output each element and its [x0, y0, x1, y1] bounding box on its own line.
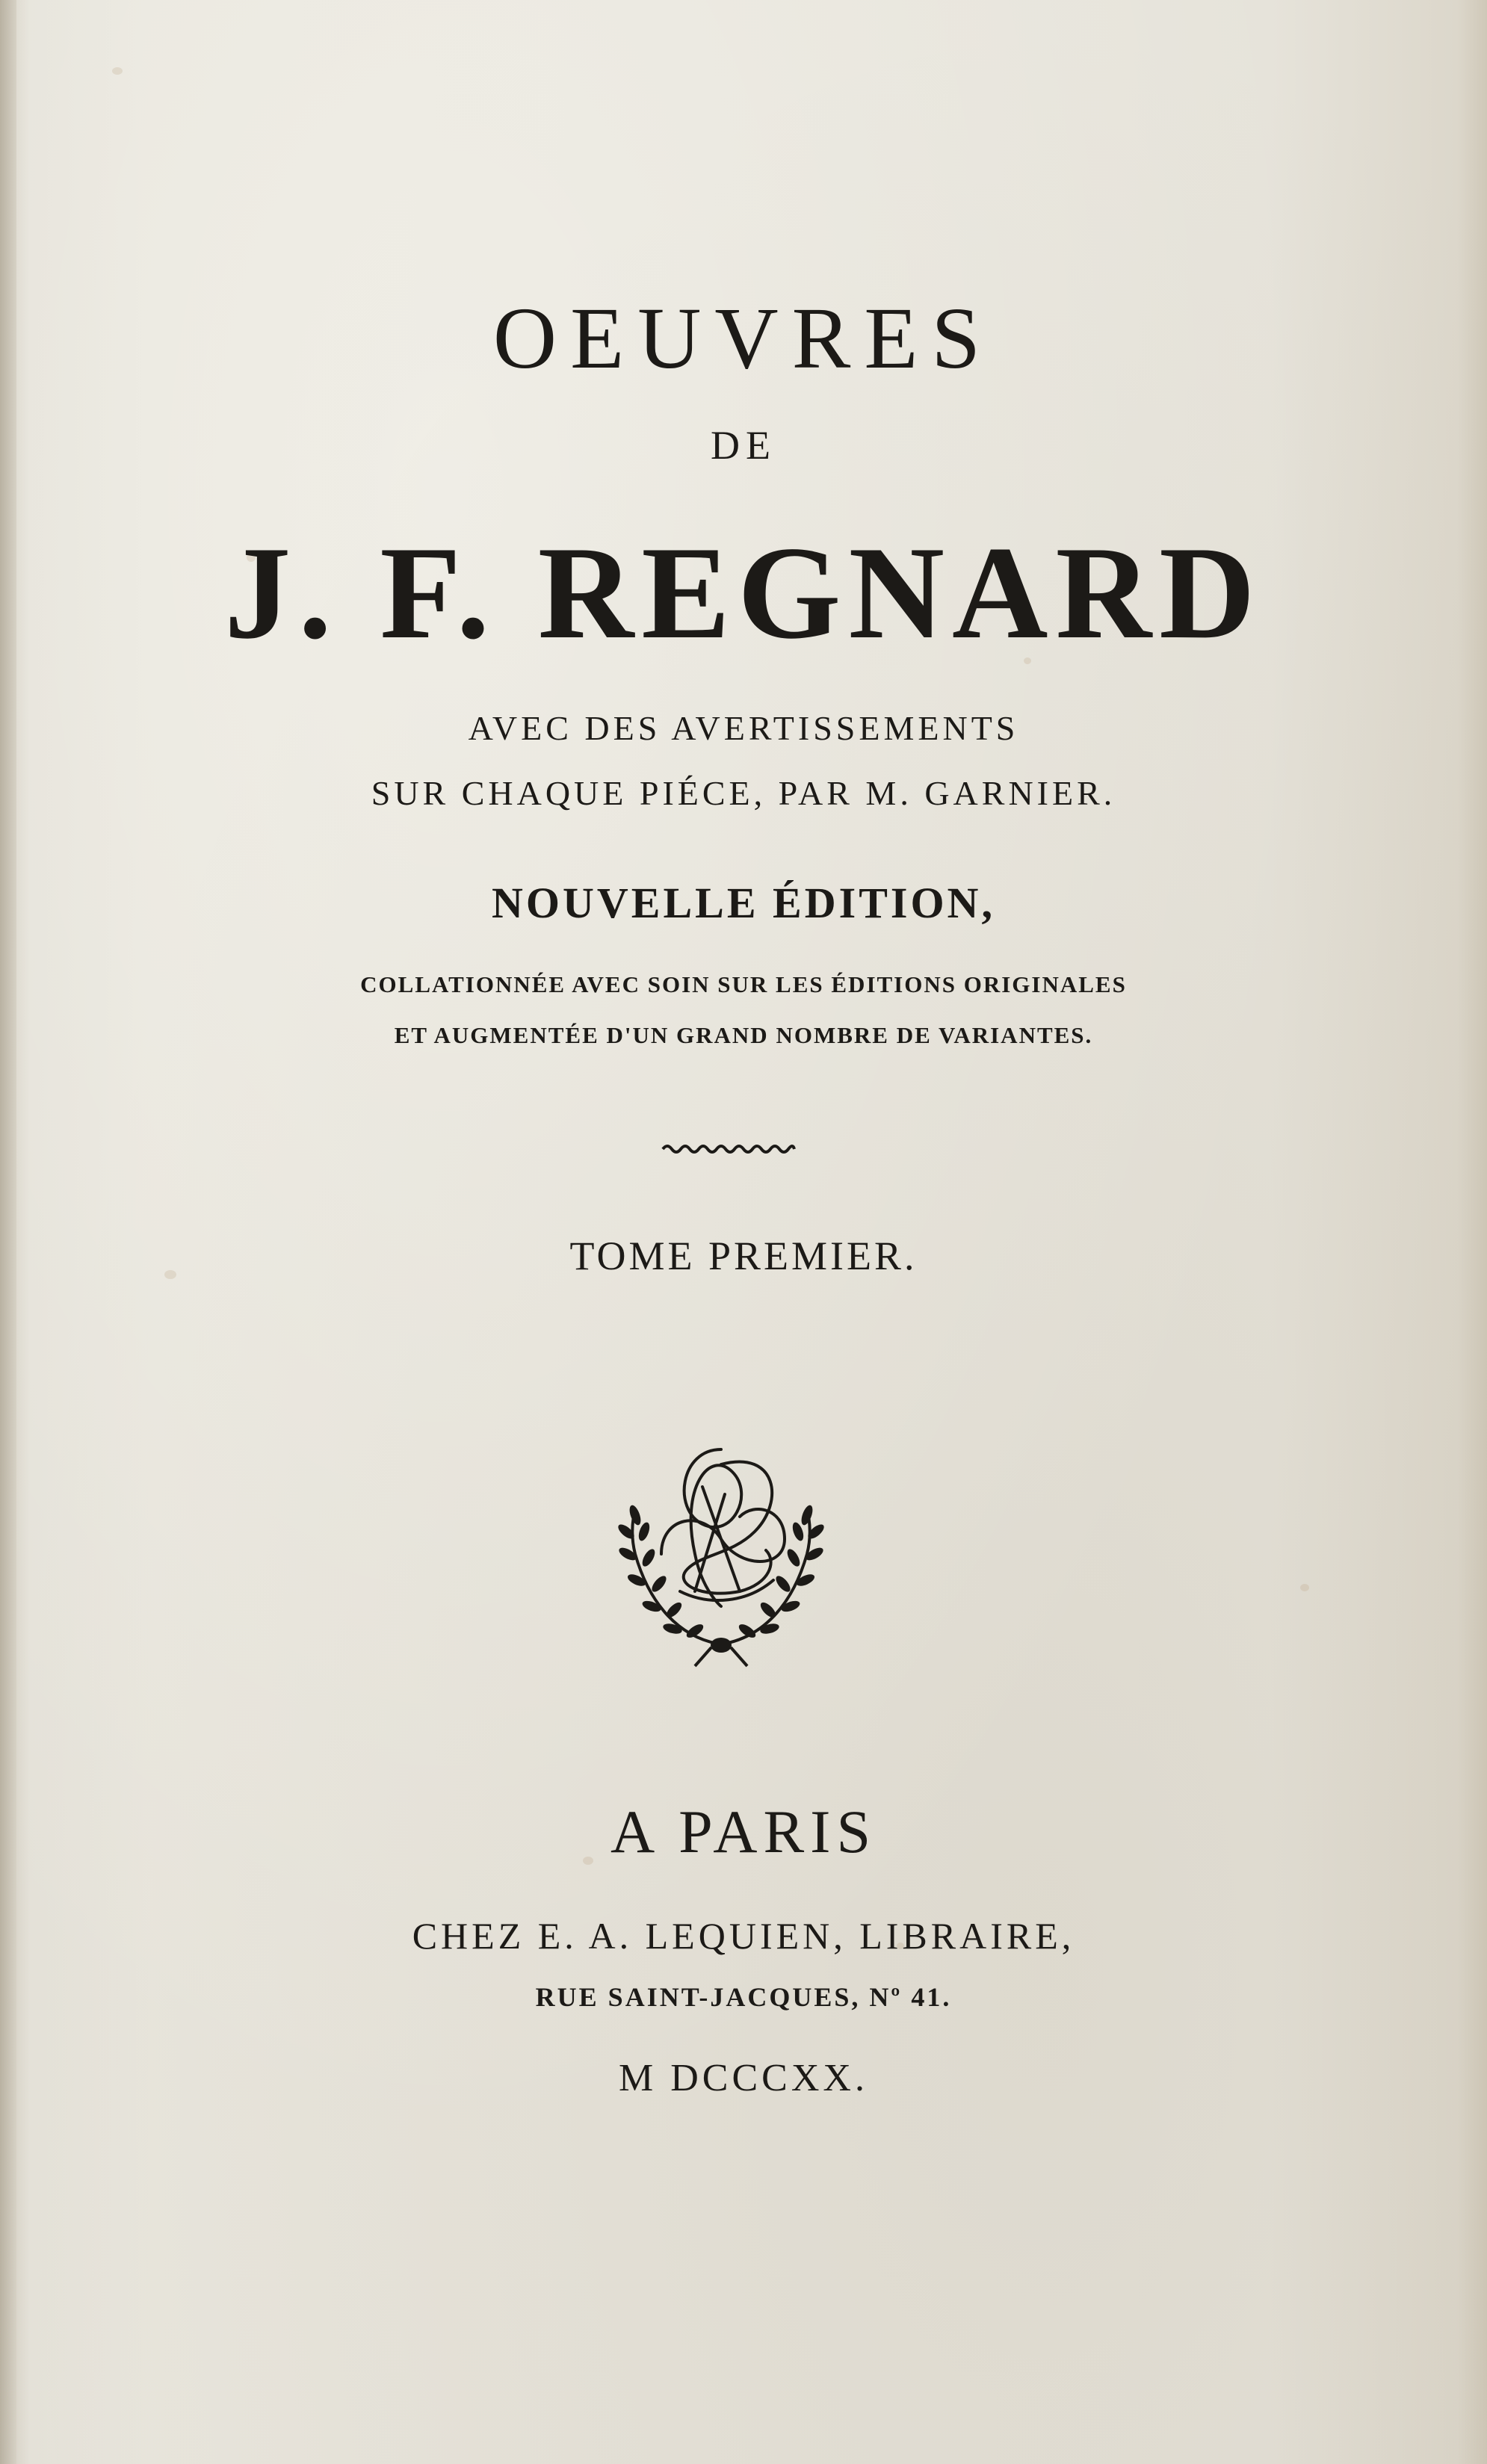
foxing-spot — [112, 67, 123, 75]
collation-line-1: COLLATIONNÉE AVEC SOIN SUR LES ÉDITIONS ORIGINALES — [360, 971, 1127, 997]
author-name: J. F. REGNARD — [224, 519, 1263, 666]
imprint-address: RUE SAINT-JACQUES, Nº 41. — [535, 1982, 952, 2012]
laurel-monogram-ornament — [590, 1420, 852, 1681]
title: OEUVRES — [492, 289, 995, 387]
edition-statement: NOUVELLE ÉDITION, — [492, 879, 995, 927]
collation-line-2: ET AUGMENTÉE D'UN GRAND NOMBRE DE VARIANTES. — [394, 1022, 1093, 1048]
wavy-rule-ornament — [661, 1142, 796, 1157]
volume-label: TOME PREMIER. — [569, 1233, 918, 1278]
imprint-place: A PARIS — [610, 1798, 877, 1866]
imprint-publisher: CHEZ E. A. LEQUIEN, LIBRAIRE, — [412, 1915, 1075, 1957]
foxing-spot — [1300, 1584, 1309, 1591]
title-connector: DE — [711, 423, 776, 468]
imprint-year: M DCCCXX. — [619, 2057, 868, 2099]
subtitle-line-1: AVEC DES AVERTISSEMENTS — [468, 709, 1019, 747]
subtitle-line-2: SUR CHAQUE PIÉCE, PAR M. GARNIER. — [371, 774, 1116, 812]
